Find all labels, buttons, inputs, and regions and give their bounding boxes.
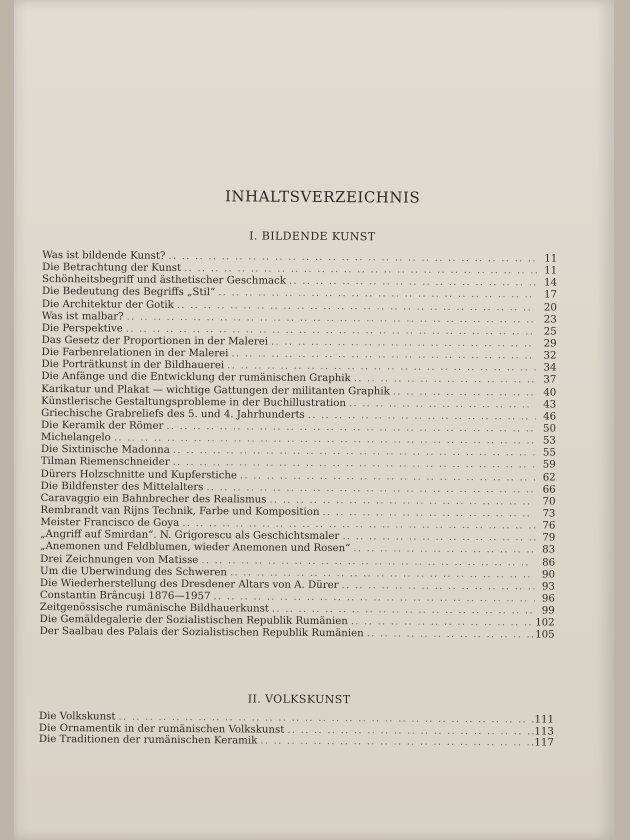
toc-entry-page: 53 [542,435,556,447]
toc-entry-page: 11 [544,253,558,265]
toc-entry-title: Um die Überwindung des Schweren [39,565,227,578]
toc-entry-title: Constantin Brâncuşi 1876—1957 [39,589,211,603]
toc-entry-title: Meister Francisco de Goya [40,517,180,530]
toc-entry-title: Griechische Grabreliefs des 5. und 4. Jahrhunderts [41,407,305,421]
toc-list-volkskunst [39,711,554,749]
toc-entry-page: 17 [543,289,557,302]
dot-leader [390,386,537,399]
toc-entry-title: Der Saalbau des Palais der Sozialistischen Republik Rumänien [39,626,364,640]
page-title: INHALTSVERZEICHNIS [224,187,421,207]
toc-entry-title: Die Bedeutung des Begriffs „Stil“ [41,286,216,299]
toc-entry-page: 76 [542,520,556,532]
toc-entry-page: 25 [543,326,557,338]
toc-entry-page: 23 [543,314,557,326]
dot-leader [364,629,535,642]
toc-entry-page: 40 [543,387,557,399]
toc-entry-title: Schönheitsbegriff und ästhetischer Geschmack [42,274,287,287]
toc-entry-title: Die Sixtinische Madonna [40,444,170,457]
toc-entry-title: Tilman Riemenschneider [40,456,170,469]
toc-entry-page: 73 [542,508,556,520]
toc-entry-title: Künstlerische Gestaltungsprobleme in der Buchillustration [41,395,346,409]
toc-entry-title: Caravaggio ein Bahnbrecher des Realismus [40,492,267,506]
toc-entry-title: Dürers Holzschnitte und Kupferstiche [40,468,238,481]
toc-entry-page: 50 [543,423,557,435]
table-of-contents [38,0,564,749]
toc-entry-title: Was ist bildende Kunst? [42,249,166,262]
toc-entry-page: 46 [543,411,557,423]
toc-entry-title: Rembrandt van Rijns Technik, Farbe und Komposition [40,504,320,518]
toc-entry-page: 55 [542,447,556,459]
toc-entry [39,734,554,749]
toc-entry-title: Die Perspektive [41,322,123,335]
toc-entry-title: Die Architektur der Gotik [41,298,174,311]
toc-entry-title: Das Gesetz der Proportionen in der Malerei [41,334,269,348]
dot-leader [257,736,534,749]
section-heading-bildende-kunst: I. BILDENDE KUNST [249,229,376,244]
toc-entry-page: 59 [542,459,556,471]
toc-entry-title: Karikatur und Plakat — wichtige Gattungen der militanten Graphik [41,383,390,397]
toc-entry-page: 34 [543,362,557,374]
toc-entry-title: Die Bildfenster des Mittelalters [40,480,204,493]
toc-entry-page: 93 [541,581,555,593]
toc-entry-page: 90 [541,569,556,581]
toc-entry-page: 29 [543,338,557,350]
toc-entry-title: Zeitgenössische rumänische Bildhauerkunst [39,602,269,615]
toc-entry-page: 102 [535,617,555,629]
toc-entry-title: Die Keramik der Römer [40,419,164,432]
toc-entry-page: 79 [542,532,556,544]
toc-list-bildende-kunst [40,250,558,642]
toc-entry-page: 20 [543,302,557,314]
toc-entry-page: 96 [541,593,555,605]
toc-entry-page: 86 [542,557,556,569]
toc-entry-page: 113 [534,725,554,738]
toc-entry-page: 43 [543,399,557,411]
toc-entry-page: 62 [542,472,556,484]
toc-entry-page: 70 [542,496,556,508]
toc-entry-title: Die Traditionen der rumänischen Keramik [38,733,258,747]
toc-entry-title: Die Anfänge und die Entwicklung der rumänischen Graphik [41,371,351,385]
toc-entry-title: Die Gemäldegalerie der Sozialistischen Republik Rumänien [39,614,348,628]
toc-entry [40,626,555,642]
toc-entry-page: 14 [544,277,558,289]
toc-entry-title: Was ist malbar? [41,310,124,323]
toc-entry-title: Die Porträtkunst in der Bildhauerei [41,359,225,372]
toc-entry-page: 117 [534,737,554,749]
toc-entry-title: Michelangelo [40,432,111,444]
toc-entry-title: Die Farbenrelationen in der Malerei [41,347,229,360]
toc-entry-page: 99 [541,605,555,617]
toc-entry-page: 32 [543,350,557,362]
toc-entry-page: 111 [534,714,555,726]
toc-entry-title: Die Betrachtung der Kunst [42,262,182,275]
toc-entry-title: „Angriff auf Smirdan“. N. Grigorescu als Geschichtsmaler [40,529,340,543]
toc-entry-title: Die Volkskunst [38,710,116,723]
toc-entry-title: Drei Zeichnungen von Matisse [40,553,199,566]
toc-entry-page: 83 [542,544,556,556]
toc-entry-page: 105 [535,629,555,641]
toc-entry-title: Die Ornamentik in der rumänischen Volkskunst [38,722,285,736]
book-page [14,0,614,840]
toc-entry-page: 11 [544,265,558,277]
toc-entry-title: „Anemonen und Feldblumen, wieder Anemonen und Rosen“ [40,541,351,555]
toc-entry-page: 66 [542,484,556,496]
toc-entry-title: Die Wiederherstellung des Dresdener Altars von A. Dürer [39,577,339,591]
toc-entry-page: 37 [543,374,557,386]
section-heading-volkskunst: II. VOLKSKUNST [247,692,351,707]
